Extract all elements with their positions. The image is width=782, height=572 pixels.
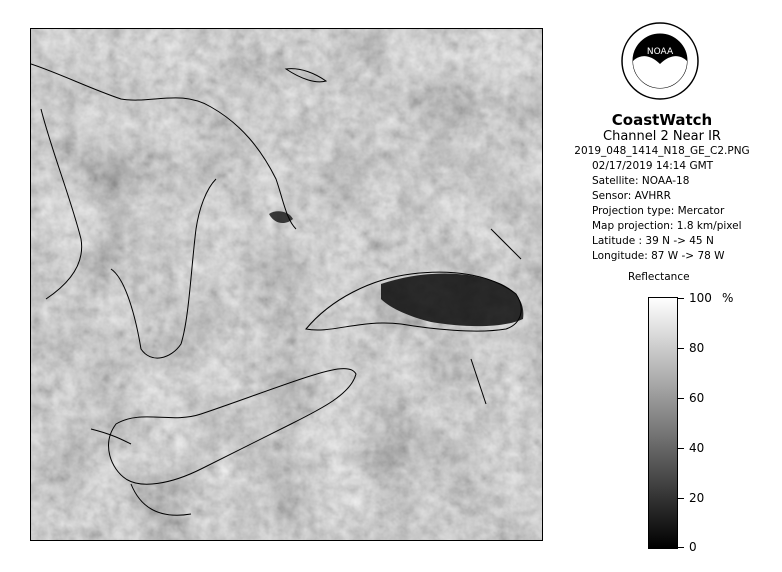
colorbar-tick (678, 448, 684, 449)
satellite-label: Satellite: NOAA-18 (592, 175, 690, 187)
colorbar-tick-label: 80 (689, 341, 705, 355)
colorbar-tick (678, 498, 684, 499)
colorbar-unit: % (722, 291, 734, 305)
projection-type-label: Projection type: Mercator (592, 205, 725, 217)
longitude-label: Longitude: 87 W -> 78 W (592, 250, 725, 262)
reflectance-title: Reflectance (628, 271, 690, 283)
colorbar-tick-label: 60 (689, 391, 705, 405)
info-panel (560, 112, 764, 264)
colorbar-tick-label: 20 (689, 491, 705, 505)
noaa-logo (620, 16, 700, 106)
svg-text:NOAA: NOAA (646, 47, 674, 57)
colorbar-tick (678, 398, 684, 399)
datetime: 02/17/2019 14:14 GMT (592, 160, 714, 172)
colorbar-tick-label: 0 (689, 540, 697, 554)
sensor-label: Sensor: AVHRR (592, 190, 671, 202)
colorbar-tick (678, 547, 684, 548)
colorbar-tick-label: 40 (689, 441, 705, 455)
latitude-label: Latitude : 39 N -> 45 N (592, 235, 714, 247)
app-title: CoastWatch (611, 111, 713, 129)
satellite-image-svg (31, 29, 543, 541)
colorbar-tick (678, 298, 684, 299)
map-projection-label: Map projection: 1.8 km/pixel (592, 220, 742, 232)
colorbar-tick (678, 348, 684, 349)
reflectance-colorbar (648, 297, 678, 549)
colorbar-tick-label: 100 (689, 291, 712, 305)
satellite-image (30, 28, 543, 541)
filename: 2019_048_1414_N18_GE_C2.PNG (574, 145, 750, 157)
channel-label: Channel 2 Near IR (603, 129, 721, 144)
